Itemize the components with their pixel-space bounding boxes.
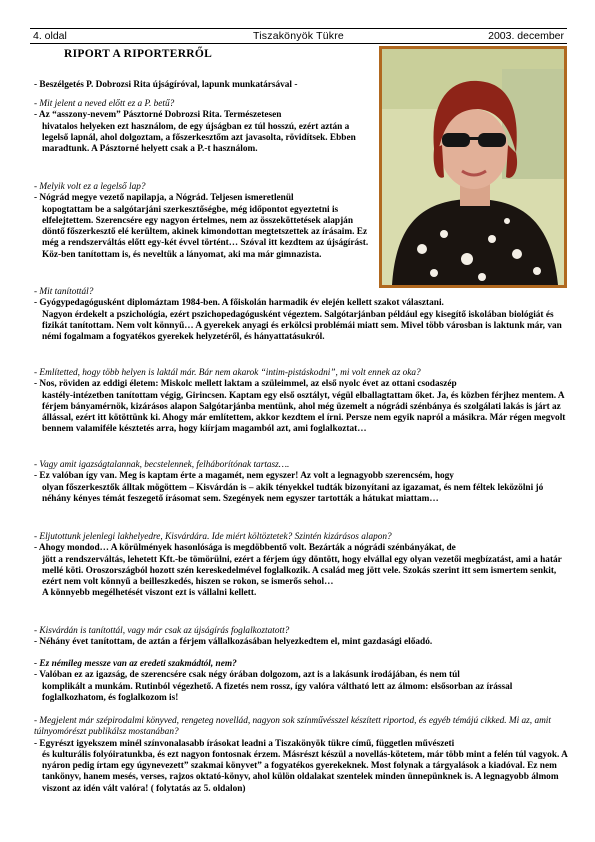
answer-4-first: - Nos, röviden az eddigi életem: Miskolc mellett laktam a szüleimmel, az első nyolc évet az ottani csodaszép (34, 379, 457, 390)
page-header (30, 28, 567, 44)
question-9: - Megjelent már szépirodalmi könyved, rengeteg novellád, nagyon sok színművésszel készített riportod, és egyéb témájú cikked. Mi az, amit túlnyomórészt publikálsz mostanában? (34, 716, 551, 738)
answer-9-first: - Egyrészt igyekszem minél színvonalasabb írásokat leadni a Tiszakönyök tükre című, független művészeti (34, 738, 455, 749)
publication-name: Tiszakönyök Tükre (253, 30, 344, 42)
answer-2 (34, 193, 376, 261)
qa-block-1 (34, 99, 374, 155)
answer-9 (34, 739, 570, 795)
qa-block-2 (34, 182, 376, 261)
qa-block-3 (34, 287, 570, 343)
question-6: - Eljutottunk jelenlegi lakhelyedre, Kisvárdára. Ide miért költöztetek? Szintén kizárásos alapon? (34, 532, 392, 542)
question-4: - Említetted, hogy több helyen is laktál már. Bár nem akarok “intim-pistáskodni”, mi volt ennek az oka? (34, 368, 421, 378)
answer-3 (34, 298, 570, 343)
answer-1-first: - Az “asszony-nevem” Pásztorné Dobrozsi Rita. Természetesen (34, 110, 282, 121)
article-subtitle: - Beszélgetés P. Dobrozsi Rita újságíróval, lapunk munkatársával - (34, 80, 298, 90)
answer-5 (34, 471, 570, 505)
portrait-image (382, 49, 564, 285)
question-1: - Mit jelent a neved előtt ez a P. betű? (34, 99, 175, 109)
answer-6-first: - Ahogy mondod… A körülmények hasonlósága is megdöbbentő volt. Bezárták a nógrádi szénbányákat, de (34, 543, 456, 554)
answer-5-rest: olyan főszerkesztők álltak mögöttem – Kisvárdán is – akik tényekkel tudták bizonyítani az igazamat, és nem féltek leközölni jó néhány kényes témát feszegető írásomat sem. Szegények nem egyszer tartották a hátukat miattam… (42, 482, 544, 504)
answer-1-rest: hivatalos helyeken ezt használom, de egy újságban ez túl hosszú, ezért aztán a legelső lapnál, ahol dolgoztam, a főszerkesztőm azt javasolta, rövidítsek. Ebben maradtunk. A Pásztorné helyett csak a P.-t használom. (42, 121, 356, 155)
qa-block-7 (34, 626, 570, 649)
qa-block-6 (34, 532, 570, 600)
question-7: - Kisvárdán is tanítottál, vagy már csak az újságírás foglalkoztatott? (34, 626, 290, 636)
answer-5-first: - Ez valóban így van. Meg is kaptam érte a magamét, nem egyszer! Az volt a legnagyobb szerencsém, hogy (34, 471, 454, 482)
answer-2-rest: kopogtattam be a salgótarjáni szerkesztőségbe, még időpontot egyeztetni is elfelejtettem. Szerencsére egy nagyon értelmes, nem az összeköttetések alapján döntő főszerkesztő elé kerültem, akinek kimondottan megtetszettek az írásaim. Ez még a rendszerváltás előtt egy-két évvel történt… Szóval itt kezdtem az újságírást. Köz-ben tanítottam is, és neveltük a lányomat, aki ma már gimnazista. (42, 204, 369, 260)
answer-3-first: - Gyógypedagógusként diplomáztam 1984-ben. A főiskolán harmadik év elején kellett szakot választani. (34, 298, 444, 309)
answer-6-rest: jött a rendszerváltás, lehetett Kft.-be tömörülni, ezért a férjem úgy döntött, hogy elvállal egy olyan vezetői megbízatást, ami a határ mellé köti. Oroszországból hozott szén kereskedelmével foglalkozik. A család meg jött vele. Szokás szerint itt sem ismertem senkit, ezért nem volt könnyű a beilleszkedés, hiszen se rokon, se ismerős sehol… (42, 554, 562, 588)
answer-7 (34, 637, 570, 648)
portrait-photo (379, 46, 567, 288)
qa-block-5 (34, 460, 570, 505)
answer-2-first: - Nógrád megye vezető napilapja, a Nógrád. Teljesen ismeretlenül (34, 193, 294, 204)
question-2: - Melyik volt ez a legelső lap? (34, 182, 146, 192)
qa-block-9 (34, 716, 570, 795)
qa-block-8 (34, 659, 570, 704)
question-5: - Vagy amit igazságtalannak, becstelennek, felháborítónak tartasz…. (34, 460, 290, 470)
answer-7-first: - Néhány évet tanítottam, de aztán a férjem vállalkozásában helyezkedtem el, mint gazdasági előadó. (34, 637, 433, 648)
answer-8 (34, 670, 570, 704)
question-3: - Mit tanítottál? (34, 287, 94, 297)
answer-4 (34, 379, 570, 435)
article-title: RIPORT A RIPORTERRŐL (64, 48, 213, 60)
answer-1 (34, 110, 374, 155)
answer-6-extra: A könnyebb megélhetését viszont ezt is vállalni kellett. (42, 588, 257, 599)
answer-8-first: - Valóban ez az igazság, de szerencsére csak négy órában dolgozom, azt is a lakásunk irodájában, és nem túl (34, 670, 460, 681)
answer-6 (34, 543, 570, 599)
qa-block-4 (34, 368, 570, 436)
answer-3-rest: Nagyon érdekelt a pszichológia, ezért pszichopedagógusként végeztem. Salgótarjánban például egy kisegítő iskolában biológiát és fizikát tanítottam. Nem volt könnyű… A gyerekek anyagi és erkölcsi problémái miatt sem. Mivel több városban is laktunk már, van némi fogalmam a fogyatékos gyerekek helyzetéről, és hányattatásukról. (42, 309, 562, 343)
question-8: - Ez némileg messze van az eredeti szakmádtól, nem? (34, 659, 237, 669)
issue-date: 2003. december (488, 30, 564, 42)
answer-9-rest: és kulturális folyóiratunkba, és ezt nagyon fontosnak érzem. Másrészt készül a novellás-kötetem, már több mint a felén túl vagyok. A nyáron pedig írtam egy úgynevezett” szakmai könyvet” a fogyatékos gyerekeknek. Most folynak a tárgyalások a kiadóval. Ez nem tankönyv, hanem mesés, verses, rajzos oktató-könyv, ahol külön oldalakat szentelek minden ünnepünknek is. A legnagyobb álmom viszont az idén vált valóra! ( folytatás az 5. oldalon) (42, 749, 568, 794)
page-number: 4. oldal (33, 30, 67, 42)
answer-4-rest: kastély-intézetben tanítottam végig, Girincsen. Kaptam egy első osztályt, végül elballagtattam őket. Ja, és közben férjhez mentem. A férjem bányamérnök, kizárásos alapon Salgótarjánba mentünk, ahol még üzemelt a nógrádi szénbánya és szolgálati lakás is járt az állással, ezért itt kötöttünk ki. Ahogy már említettem, akkor kezdtem el írni. Persze nem egyik napról a másikra. Már régen megvolt bennem valamiféle késztetés arra, hogy kiírjam magamból azt, ami foglalkoztat… (42, 390, 566, 435)
answer-8-rest: komplikált a munkám. Rutinból végezhető. A fizetés nem rossz, így valóra váltható lett az álmom: elsősorban az írással foglalkozhatom, és foglalkozom is! (42, 681, 513, 703)
